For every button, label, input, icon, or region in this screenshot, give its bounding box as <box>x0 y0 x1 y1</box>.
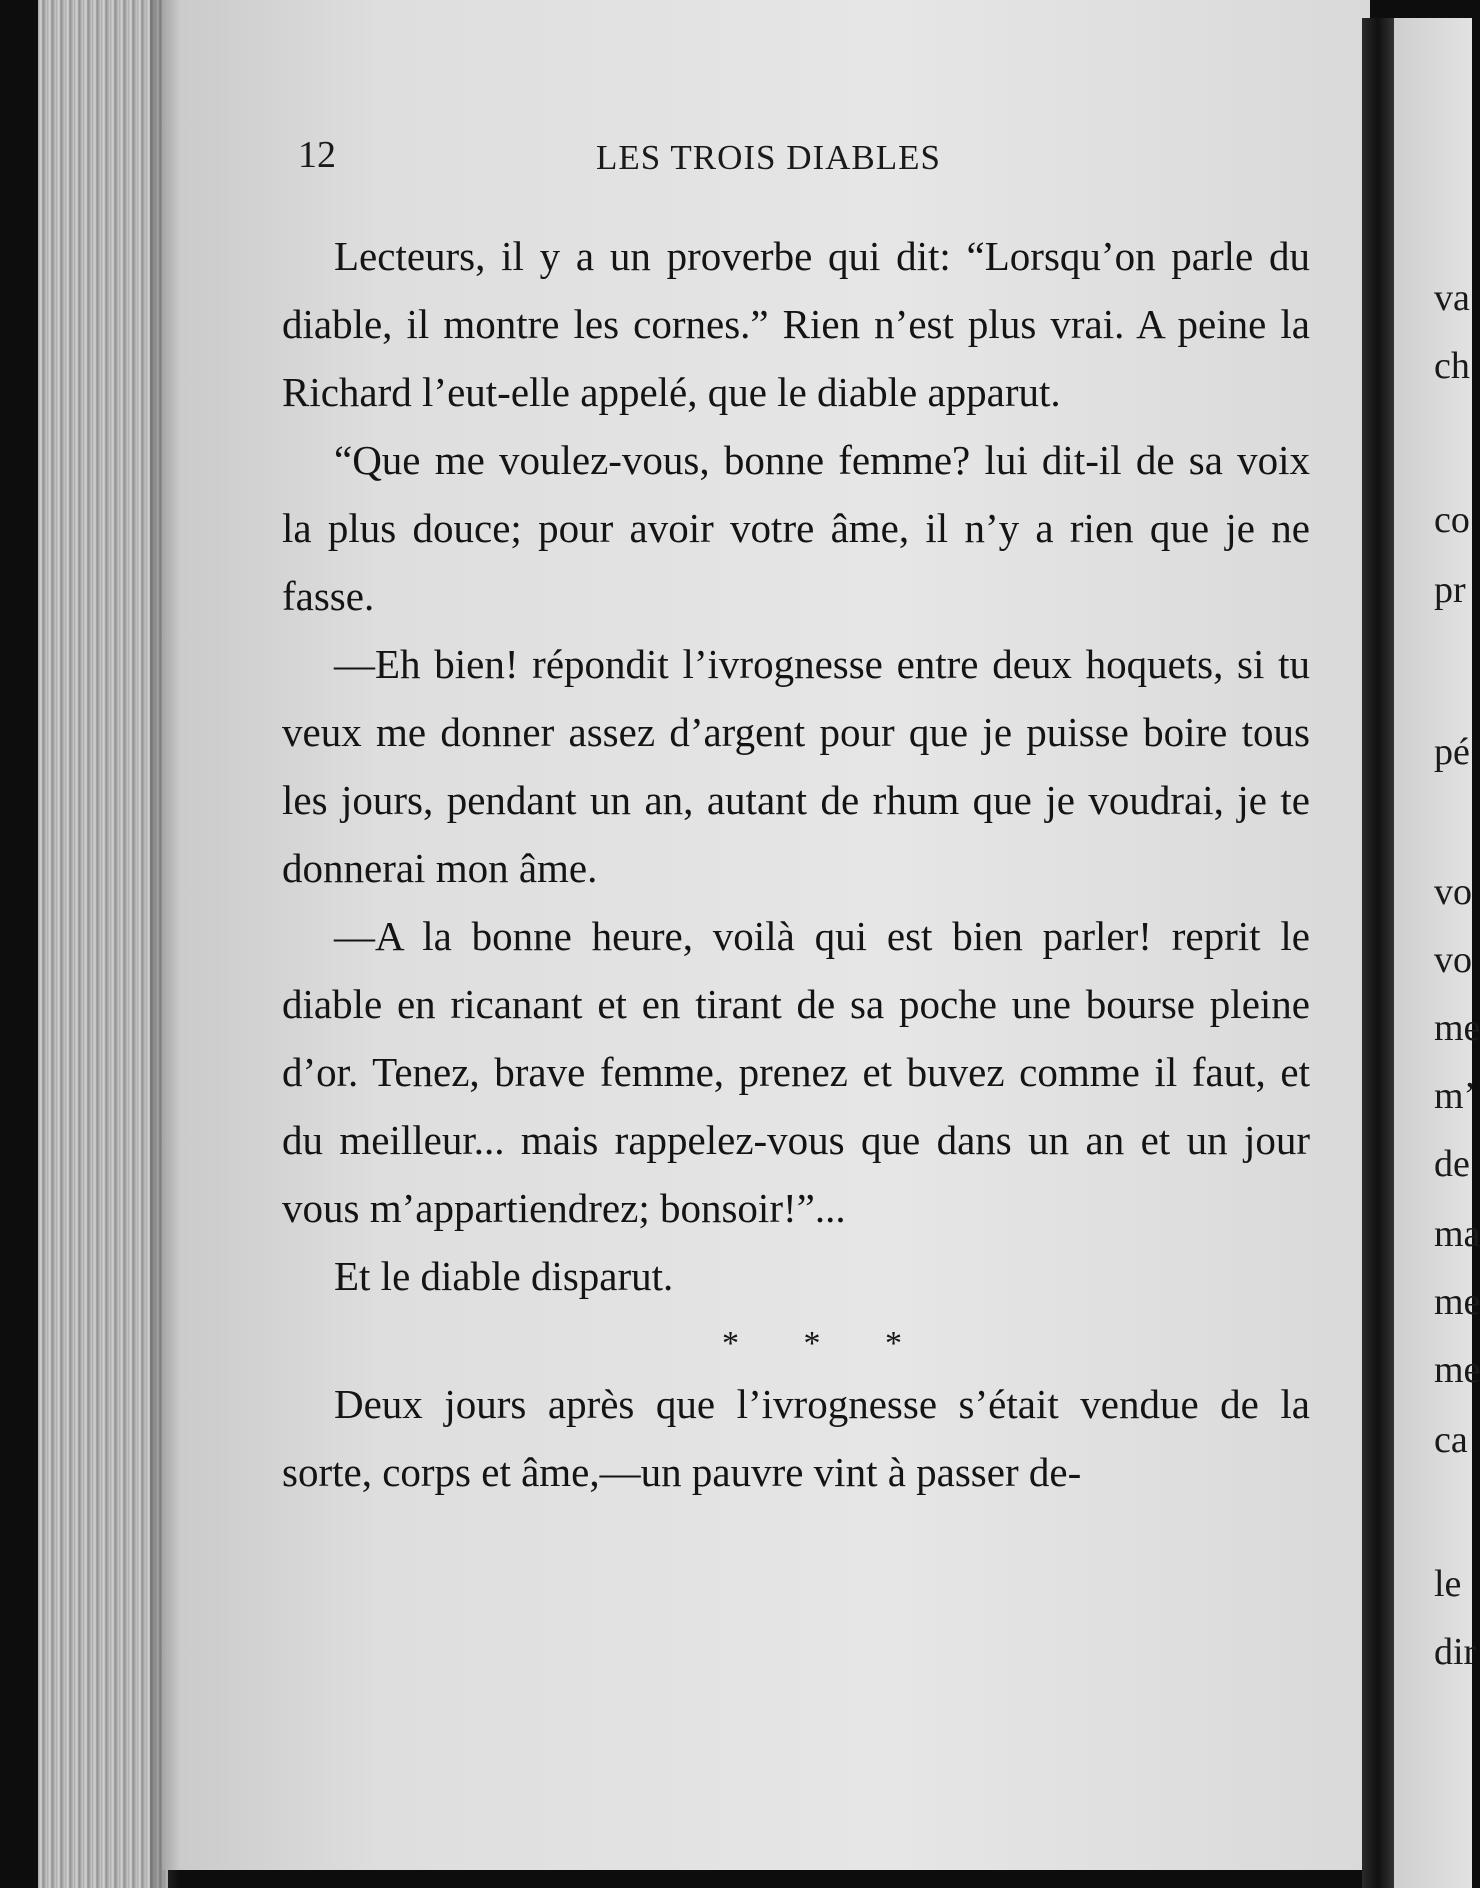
page-edges <box>38 0 168 1888</box>
right-page-fragment: co <box>1434 499 1470 541</box>
right-page-fragment: de <box>1434 1143 1470 1185</box>
right-page-fragment: ca <box>1434 1419 1468 1461</box>
page-number: 12 <box>298 134 336 176</box>
paragraph: Et le diable disparut. <box>334 1253 674 1299</box>
spine-shadow <box>150 0 180 1888</box>
right-page-fragment: vo <box>1434 871 1472 913</box>
right-page-fragment: ma <box>1434 1213 1480 1255</box>
right-page-fragment: dir <box>1434 1631 1477 1673</box>
right-page-fragment: vo <box>1434 939 1472 981</box>
right-page-fragment: ch <box>1434 345 1470 387</box>
paragraph: Deux jours après que l’ivrognesse s’était vendue de la sorte, corps et âme,—un pauvre vint à passer de- <box>282 1381 1310 1495</box>
right-page-fragment: m’ <box>1434 1075 1477 1117</box>
right-page-fragment: le <box>1434 1563 1462 1605</box>
right-page-fragment: pr <box>1434 569 1466 611</box>
right-page-fragment: me <box>1434 1281 1480 1323</box>
paragraph: Lecteurs, il y a un proverbe qui dit: “Lorsqu’on parle du diable, il montre les cornes.” Rien n’est plus vrai. A peine la Richard l’eut-elle appelé, que le diable apparut. <box>282 233 1310 415</box>
right-page-fragment: me <box>1434 1349 1480 1391</box>
book-gutter <box>1362 18 1394 1888</box>
right-page-edge <box>1394 18 1480 1888</box>
running-head: LES TROIS DIABLES <box>596 138 941 177</box>
right-page-fragment: me <box>1434 1007 1480 1049</box>
paragraph: “Que me voulez-vous, bonne femme? lui dit-il de sa voix la plus douce; pour avoir votre âme, il n’y a rien que je ne fasse. <box>282 437 1310 619</box>
section-break: * * * <box>722 1325 930 1362</box>
right-page-fragment: va <box>1434 277 1470 319</box>
right-page-fragment: pé <box>1434 731 1470 773</box>
paragraph: —A la bonne heure, voilà qui est bien parler! reprit le diable en ricanant et en tirant de sa poche une bourse pleine d’or. Tenez, brave femme, prenez et buvez comme il faut, et du meilleur... mais rappelez-vous que dans un an et un jour vous m’appartiendrez; bonsoir!”... <box>282 913 1310 1231</box>
body-text <box>282 222 1310 1506</box>
paragraph: —Eh bien! répondit l’ivrognesse entre deux hoquets, si tu veux me donner assez d’argent pour que je puisse boire tous les jours, pendant un an, autant de rhum que je voudrai, je te donnerai mon âme. <box>282 641 1310 891</box>
